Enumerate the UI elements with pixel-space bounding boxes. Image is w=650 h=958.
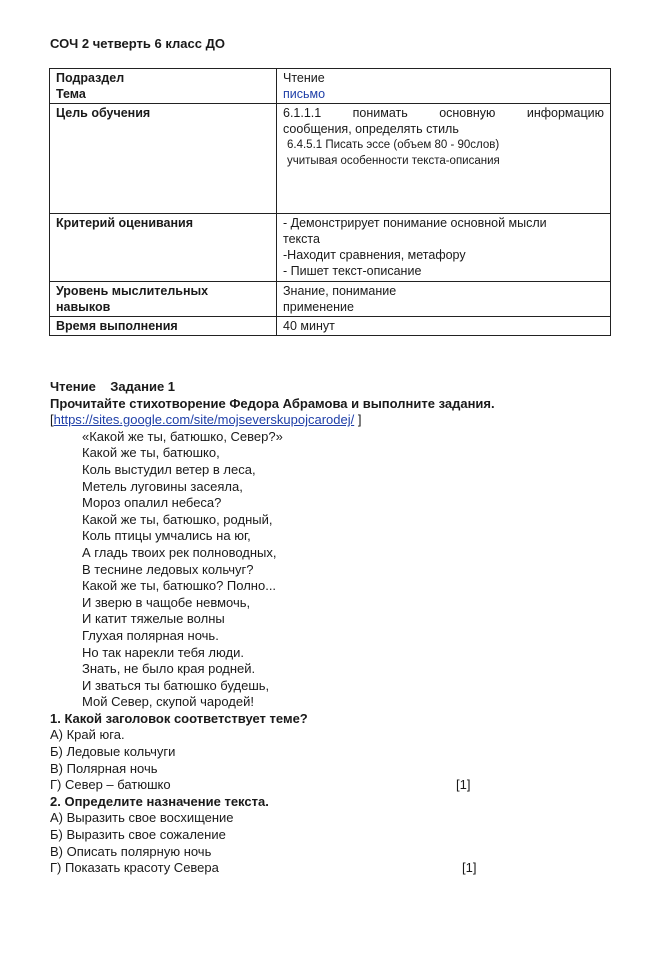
score-mark: [1] [462,860,477,876]
subsection-value: Чтение [283,71,325,85]
level-label-line: навыков [56,300,111,314]
poem-line: Какой же ты, батюшко? Полно... [82,578,277,594]
poem [50,429,630,711]
poem-line: И зваться ты батюшко будешь, [82,677,270,693]
option: В) Описать полярную ночь [50,843,212,859]
question-1: 1. Какой заголовок соответствует теме? [50,710,308,726]
info-table [49,68,611,336]
time-label: Время выполнения [50,317,277,336]
criteria-line: -Находит сравнения, метафору [283,248,466,262]
topic-label: Тема [56,87,86,101]
poem-line: Мороз опалил небеса? [82,495,222,511]
question-2: 2. Определите назначение текста. [50,793,269,809]
option: Б) Выразить свое сожаление [50,827,226,843]
level-value [277,282,611,317]
poem-line: Знать, не было края родней. [82,661,256,677]
goal-label: Цель обучения [50,104,277,214]
goal-line: учитывая особенности текста-описания [287,155,500,167]
criteria-label: Критерий оценивания [50,214,277,282]
poem-line: Метель луговины засеяла, [82,478,243,494]
link-bracket-close: ] [354,412,362,428]
goal-line: сообщения, определять стиль [283,122,459,136]
option-row [50,777,630,794]
subsection-topic-value [277,69,611,104]
poem-line: Глухая полярная ночь. [82,627,219,643]
table-row [50,214,611,282]
criteria-line: - Пишет текст-описание [283,264,422,278]
criteria-value [277,214,611,282]
table-row [50,317,611,336]
poem-line: «Какой же ты, батюшко, Север?» [82,428,283,444]
subsection-topic-label [50,69,277,104]
goal-value [277,104,611,214]
goal-line: 6.1.1.1 понимать основную информацию [283,106,604,120]
task-section [50,379,630,877]
level-value-line: Знание, понимание [283,284,397,298]
task-instruction: Прочитайте стихотворение Федора Абрамова и выполните задания. [50,395,495,411]
level-value-line: применение [283,300,354,314]
poem-line: Какой же ты, батюшко, родный, [82,511,273,527]
poem-line: И зверю в чащобе невмочь, [82,594,251,610]
poem-line: А гладь твоих рек полноводных, [82,544,277,560]
table-row [50,104,611,214]
option-row [50,860,630,877]
criteria-line: текста [283,232,320,246]
table-row [50,282,611,317]
table-row [50,69,611,104]
option: В) Полярная ночь [50,760,158,776]
topic-value: письмо [283,87,326,101]
poem-line: Коль выстудил ветер в леса, [82,461,256,477]
goal-line: 6.4.5.1 Писать эссе (объем 80 - 90слов) [287,139,500,151]
poem-line: Мой Север, скупой чародей! [82,694,254,710]
option: Г) Север – батюшко [50,777,171,793]
time-value: 40 минут [277,317,611,336]
option: А) Выразить свое восхищение [50,810,234,826]
task-heading: Чтение Задание 1 [50,379,176,394]
source-link[interactable]: https://sites.google.com/site/mojseverskupojcarodej/ [53,412,355,428]
document-title: СОЧ 2 четверть 6 класс ДО [50,36,225,51]
subsection-label: Подраздел [56,71,125,85]
level-label [50,282,277,317]
poem-line: Коль птицы умчались на юг, [82,528,251,544]
criteria-line: - Демонстрирует понимание основной мысли [283,216,547,230]
option: Б) Ледовые кольчуги [50,744,176,760]
poem-line: И катит тяжелые волны [82,611,225,627]
option: А) Край юга. [50,727,125,743]
option: Г) Показать красоту Севера [50,860,219,876]
poem-line: Но так нарекли тебя люди. [82,644,244,660]
poem-line: В теснине ледовых кольчуг? [82,561,254,577]
level-label-line: Уровень мыслительных [56,284,209,298]
source-link-line [50,412,630,429]
link-bracket-open: [ [50,412,54,428]
score-mark: [1] [456,777,471,793]
poem-line: Какой же ты, батюшко, [82,445,220,461]
